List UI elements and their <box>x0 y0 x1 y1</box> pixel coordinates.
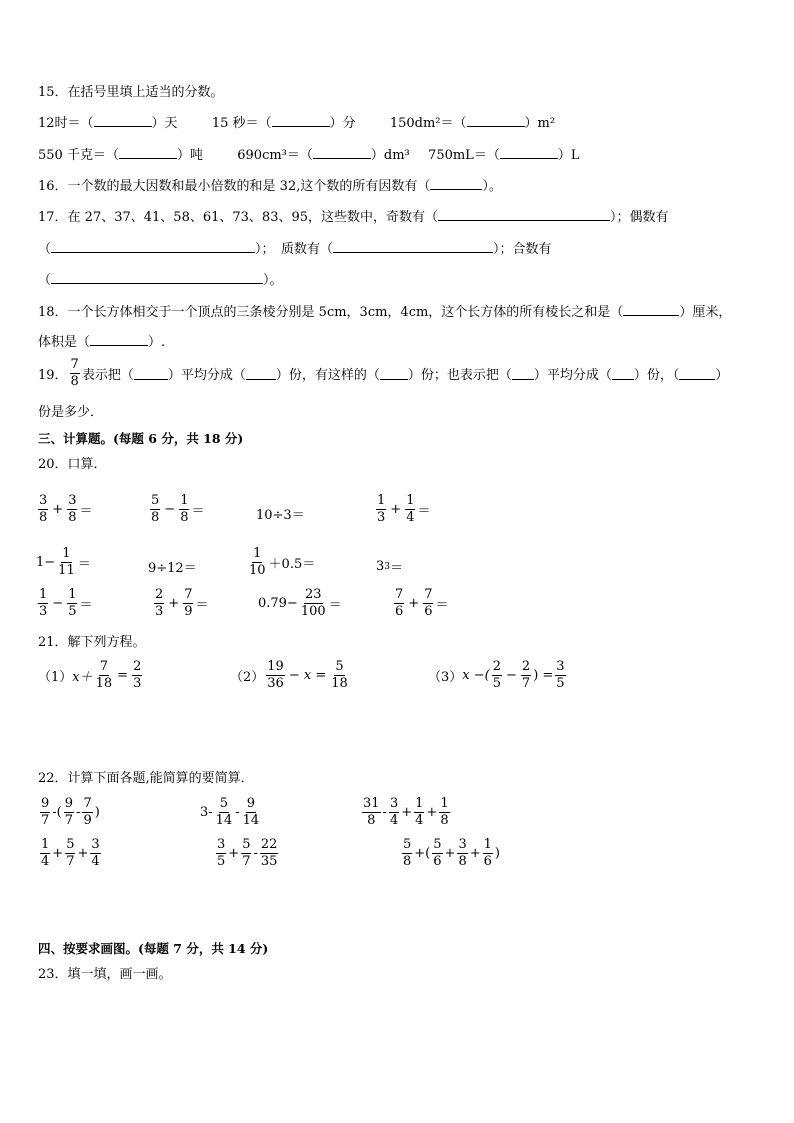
fraction: $\frac{1}{8}$ <box>180 493 189 525</box>
q17-text: ）。 <box>263 273 283 288</box>
q20-expr-4: 1 3 + $\frac{1}{4}$ ＝ <box>377 493 431 525</box>
q15-r1-b2: ）分 <box>329 116 356 131</box>
answer-blank[interactable] <box>438 208 610 221</box>
q17-line3 <box>38 271 283 290</box>
q17-text: 17．在 27、37、41、58、61、73、83、95，这些数中，奇数有（ <box>38 210 439 225</box>
fraction: 1 3 <box>377 493 386 525</box>
fraction: 5 8 <box>151 493 160 525</box>
answer-blank[interactable] <box>94 114 152 127</box>
fraction: 2 3 <box>155 587 164 619</box>
fraction: $\frac{5}{7}$ <box>66 837 75 869</box>
q18-line1 <box>38 303 731 322</box>
answer-blank[interactable] <box>500 146 558 159</box>
q22-calc-1: 9 7 -( 9 7 - 7 9 ) <box>41 796 100 828</box>
fraction: 3 5 <box>217 837 226 869</box>
q19-text: ）份，有这样的（ <box>275 368 380 383</box>
q15-r2-a: 550 千克＝（ <box>38 148 119 163</box>
q18-text: 18．一个长方体相交于一个顶点的三条棱分别是 5cm，3cm，4cm，这个长方体的所有棱长之和是（ <box>38 305 624 320</box>
q18-line2 <box>38 333 165 352</box>
answer-blank[interactable] <box>51 271 263 284</box>
answer-blank[interactable] <box>134 367 168 380</box>
q21-equation-1: （1） x＋ $\frac{7}{18}$ = $\frac{2}{3}$ <box>38 659 142 691</box>
q15-r1-c2: ）m² <box>524 116 556 131</box>
fraction: $\frac{7}{6}$ <box>424 587 433 619</box>
fraction: $\frac{3}{4}$ <box>91 837 100 869</box>
q15-r1-b: 15 秒＝（ <box>211 116 272 131</box>
fraction: $\frac{7}{18}$ <box>95 659 113 691</box>
fraction: $\frac{2}{3}$ <box>133 659 142 691</box>
fraction: 31 8 <box>363 796 380 828</box>
q22-calc-3: 31 8 - 3 4 + $\frac{1}{4}$ + $\frac{1}{8}$ <box>363 796 449 828</box>
q19-text: ）平均分成（ <box>533 368 612 383</box>
q22-calc-2: 3- 5 14 - 9 14 <box>200 796 260 828</box>
fraction: 7 9 <box>83 796 92 828</box>
fraction: 1 3 <box>39 587 48 619</box>
q21-equation-3: （3） x −( 2 5 − $\frac{2}{7}$ ) = $\frac{3}{5}$ <box>428 659 565 691</box>
q19-text: ）份，（ <box>633 368 680 383</box>
q16 <box>38 177 502 196</box>
q22-calc-4: 1 4 + $\frac{5}{7}$ + $\frac{3}{4}$ <box>41 837 100 869</box>
fraction: $\frac{23}{100}$ <box>300 587 326 619</box>
q15-row2 <box>38 146 579 165</box>
answer-blank[interactable] <box>380 367 408 380</box>
answer-blank[interactable] <box>272 114 330 127</box>
fraction: 5 8 <box>403 837 412 869</box>
q20-expr-12: 7 6 + $\frac{7}{6}$ ＝ <box>395 587 449 619</box>
q15-row1 <box>38 114 555 133</box>
q15-r2-b2: ）dm³ <box>370 148 410 163</box>
fraction: 9 7 <box>41 796 50 828</box>
q21-title: 21．解下列方程。 <box>38 635 146 650</box>
answer-blank[interactable] <box>51 240 255 253</box>
q18-text: 体积是（ <box>38 335 91 350</box>
q15-r1-c: 150dm²＝（ <box>389 116 467 131</box>
q20-expr-7: 1 10 ＋0.5＝ <box>249 546 316 578</box>
fraction: 7 6 <box>395 587 404 619</box>
q20-expr-2: 5 8 − $\frac{1}{8}$ ＝ <box>151 493 205 525</box>
q16-end: ）。 <box>482 179 502 194</box>
q19-line2: 份是多少． <box>38 405 104 420</box>
fraction: 19 36 <box>267 659 284 691</box>
fraction: 3 8 <box>39 493 48 525</box>
fraction: $\frac{1}{5}$ <box>68 587 77 619</box>
q20-expr-10: 2 3 + $\frac{7}{9}$ ＝ <box>155 587 209 619</box>
q17-line2 <box>38 240 552 259</box>
fraction: $\frac{1}{4}$ <box>415 796 424 828</box>
q16-text: 16．一个数的最大因数和最小倍数的和是 32,这个数的所有因数有（ <box>38 179 431 194</box>
fraction: $\frac{3}{8}$ <box>68 493 77 525</box>
fraction: 2 5 <box>492 659 501 691</box>
q15-r2-c: 750mL＝（ <box>428 148 500 163</box>
fraction: $\frac{2}{7}$ <box>521 659 531 691</box>
fraction: $\frac{3}{5}$ <box>556 659 565 691</box>
q15-title: 15．在括号里填上适当的分数。 <box>38 85 224 100</box>
fraction: 1 10 <box>249 546 266 578</box>
q17-text: ）； 质数有（ <box>255 242 334 257</box>
fraction: $\frac{3}{8}$ <box>458 837 467 869</box>
section-4-heading: 四、按要求画图。(每题 7 分，共 14 分) <box>38 941 269 956</box>
q17-line1 <box>38 208 669 227</box>
fraction: $\frac{5}{7}$ <box>242 837 251 869</box>
answer-blank[interactable] <box>90 333 148 346</box>
fraction: 3 4 <box>389 796 399 828</box>
section-3-heading: 三、计算题。(每题 6 分，共 18 分) <box>38 431 244 446</box>
q19-line1 <box>38 358 728 389</box>
fraction: 5 14 <box>215 796 233 828</box>
q20-expr-3: 10÷3＝ <box>256 508 305 523</box>
answer-blank[interactable] <box>119 146 177 159</box>
q20-expr-5: 1− $\frac{1}{11}$ ＝ <box>36 546 91 578</box>
q21-equation-2: （2） 19 36 − x = $\frac{5}{18}$ <box>230 659 348 691</box>
fraction: $\frac{1}{4}$ <box>406 493 415 525</box>
answer-blank[interactable] <box>612 367 634 380</box>
q17-text: （ <box>38 242 52 257</box>
q19-text: ） <box>715 368 729 383</box>
q20-title: 20．口算． <box>38 457 107 472</box>
q17-text: ）；偶数有 <box>610 210 669 225</box>
fraction: 9 7 <box>64 796 74 828</box>
answer-blank[interactable] <box>313 146 371 159</box>
q15-r2-c2: ）L <box>557 148 580 163</box>
answer-blank[interactable] <box>467 114 525 127</box>
q20-expr-8: 3 3 ＝ <box>376 559 404 576</box>
fraction: $\frac{1}{11}$ <box>58 546 75 578</box>
q19-text: ）份；也表示把（ <box>407 368 512 383</box>
q15-r2-b: 690cm³＝（ <box>237 148 313 163</box>
fraction: $\frac{1}{8}$ <box>440 796 449 828</box>
q20-expr-6: 9÷12＝ <box>148 561 197 576</box>
q15-r1-a2: ）天 <box>151 116 178 131</box>
q20-expr-11: 0.79− $\frac{23}{100}$ ＝ <box>258 587 342 619</box>
q17-text: ）；合数有 <box>493 242 552 257</box>
q22-title: 22．计算下面各题,能简算的要简算． <box>38 771 254 786</box>
fraction: 22 35 <box>260 837 278 869</box>
q22-calc-6: 5 8 +( 5 6 + $\frac{3}{8}$ + $\frac{1}{6}$ ) <box>403 837 500 869</box>
fraction: 5 6 <box>433 837 442 869</box>
answer-blank[interactable] <box>246 367 276 380</box>
q19-text: 表示把（ <box>81 368 134 383</box>
q17-text: （ <box>38 273 52 288</box>
fraction: $\frac{1}{6}$ <box>483 837 492 869</box>
fraction: 7 8 <box>70 357 79 389</box>
q19-text: ）平均分成（ <box>167 368 246 383</box>
answer-blank[interactable] <box>512 367 534 380</box>
fraction: $\frac{7}{9}$ <box>184 587 193 619</box>
fraction: 9 14 <box>242 796 260 828</box>
q19-number: 19． <box>38 368 68 383</box>
q15-r1-a: 12时＝（ <box>38 116 94 131</box>
q15-r2-a2: ）吨 <box>176 148 203 163</box>
q20-expr-1: 3 8 + $\frac{3}{8}$ ＝ <box>39 493 93 525</box>
fraction: 1 4 <box>41 837 50 869</box>
answer-blank[interactable] <box>430 177 482 190</box>
answer-blank[interactable] <box>679 367 715 380</box>
answer-blank[interactable] <box>333 240 493 253</box>
fraction: $\frac{5}{18}$ <box>331 659 348 691</box>
q22-calc-5: 3 5 + $\frac{5}{7}$ - 22 35 <box>217 837 278 869</box>
q18-text: ）. <box>148 335 166 350</box>
answer-blank[interactable] <box>623 303 679 316</box>
q20-expr-9: 1 3 − $\frac{1}{5}$ ＝ <box>39 587 93 619</box>
q18-text: ）厘米， <box>679 305 732 320</box>
q23-title: 23．填一填，画一画。 <box>38 967 172 982</box>
